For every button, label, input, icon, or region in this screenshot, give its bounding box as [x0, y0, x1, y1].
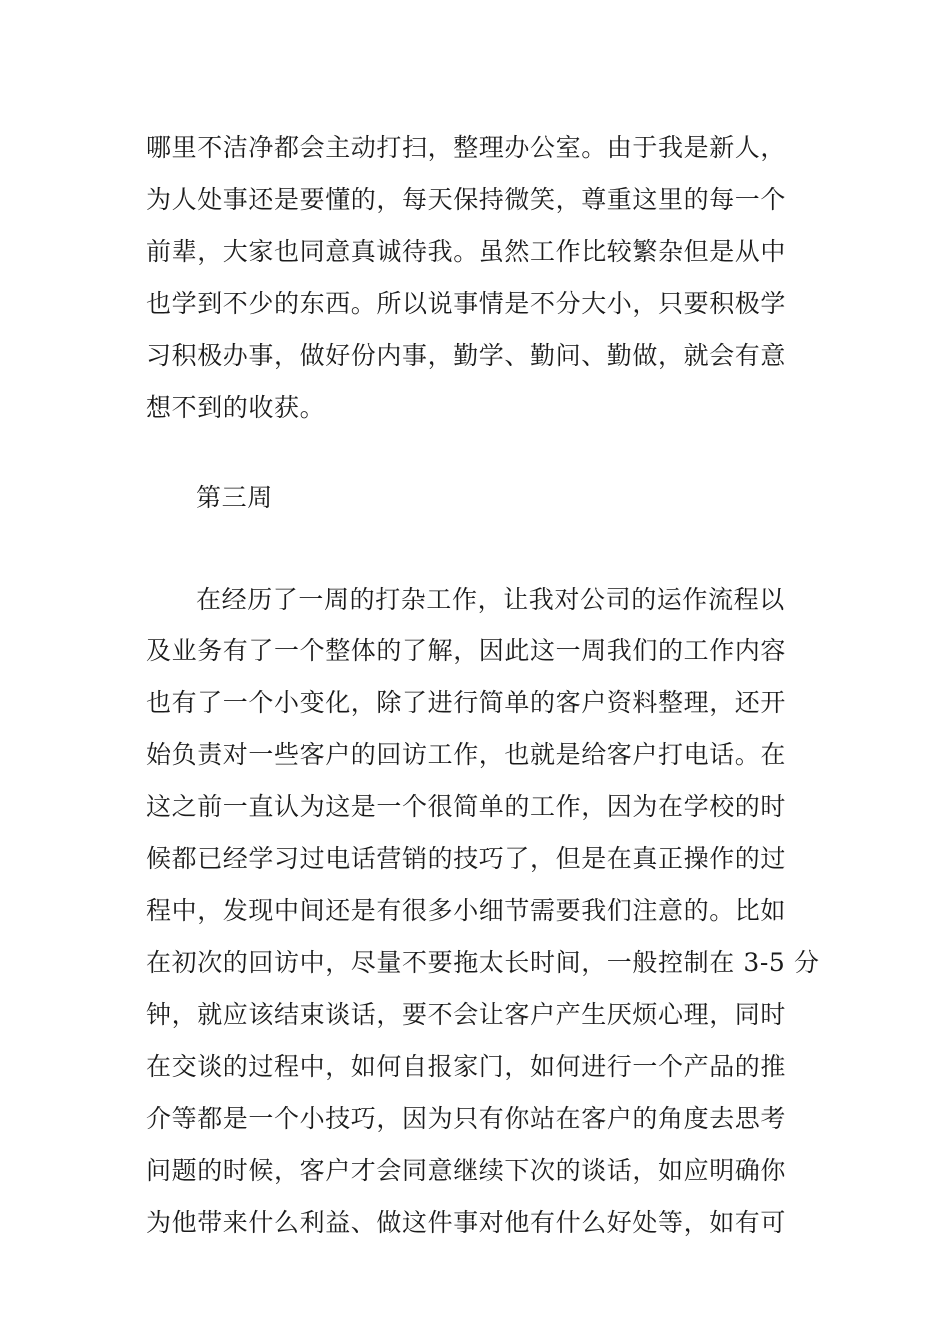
text-line: 想不到的收获。 — [146, 393, 326, 422]
text-line: 介等都是一个小技巧，因为只有你站在客户的角度去思考 — [146, 1104, 787, 1133]
text-line: 候都已经学习过电话营销的技巧了，但是在真正操作的过 — [146, 844, 787, 873]
text-line: 前辈，大家也同意真诚待我。虽然工作比较繁杂但是从中 — [146, 237, 787, 266]
text-line: 为人处事还是要懂的，每天保持微笑，尊重这里的每一个 — [146, 185, 787, 214]
text-line: 及业务有了一个整体的了解，因此这一周我们的工作内容 — [146, 636, 787, 665]
text-line: 为他带来什么利益、做这件事对他有什么好处等，如有可 — [146, 1208, 787, 1237]
text-line: 习积极办事，做好份内事，勤学、勤问、勤做，就会有意 — [146, 341, 787, 370]
text-line: 在交谈的过程中，如何自报家门，如何进行一个产品的推 — [146, 1052, 787, 1081]
text-line: 也学到不少的东西。所以说事情是不分大小，只要积极学 — [146, 289, 787, 318]
text-line: 这之前一直认为这是一个很简单的工作，因为在学校的时 — [146, 792, 787, 821]
text-line: 在经历了一周的打杂工作，让我对公司的运作流程以 — [196, 585, 785, 614]
text-line: 在初次的回访中，尽量不要拖太长时间，一般控制在 3-5 分 — [146, 948, 820, 977]
text-line: 问题的时候，客户才会同意继续下次的谈话，如应明确你 — [146, 1156, 787, 1185]
text-line: 程中，发现中间还是有很多小细节需要我们注意的。比如 — [146, 896, 787, 925]
section-heading: 第三周 — [196, 483, 273, 512]
text-line: 钟，就应该结束谈话，要不会让客户产生厌烦心理，同时 — [146, 1000, 787, 1029]
text-line: 也有了一个小变化，除了进行简单的客户资料整理，还开 — [146, 688, 787, 717]
text-line: 始负责对一些客户的回访工作，也就是给客户打电话。在 — [146, 740, 787, 769]
text-line: 哪里不洁净都会主动打扫，整理办公室。由于我是新人， — [146, 133, 787, 162]
